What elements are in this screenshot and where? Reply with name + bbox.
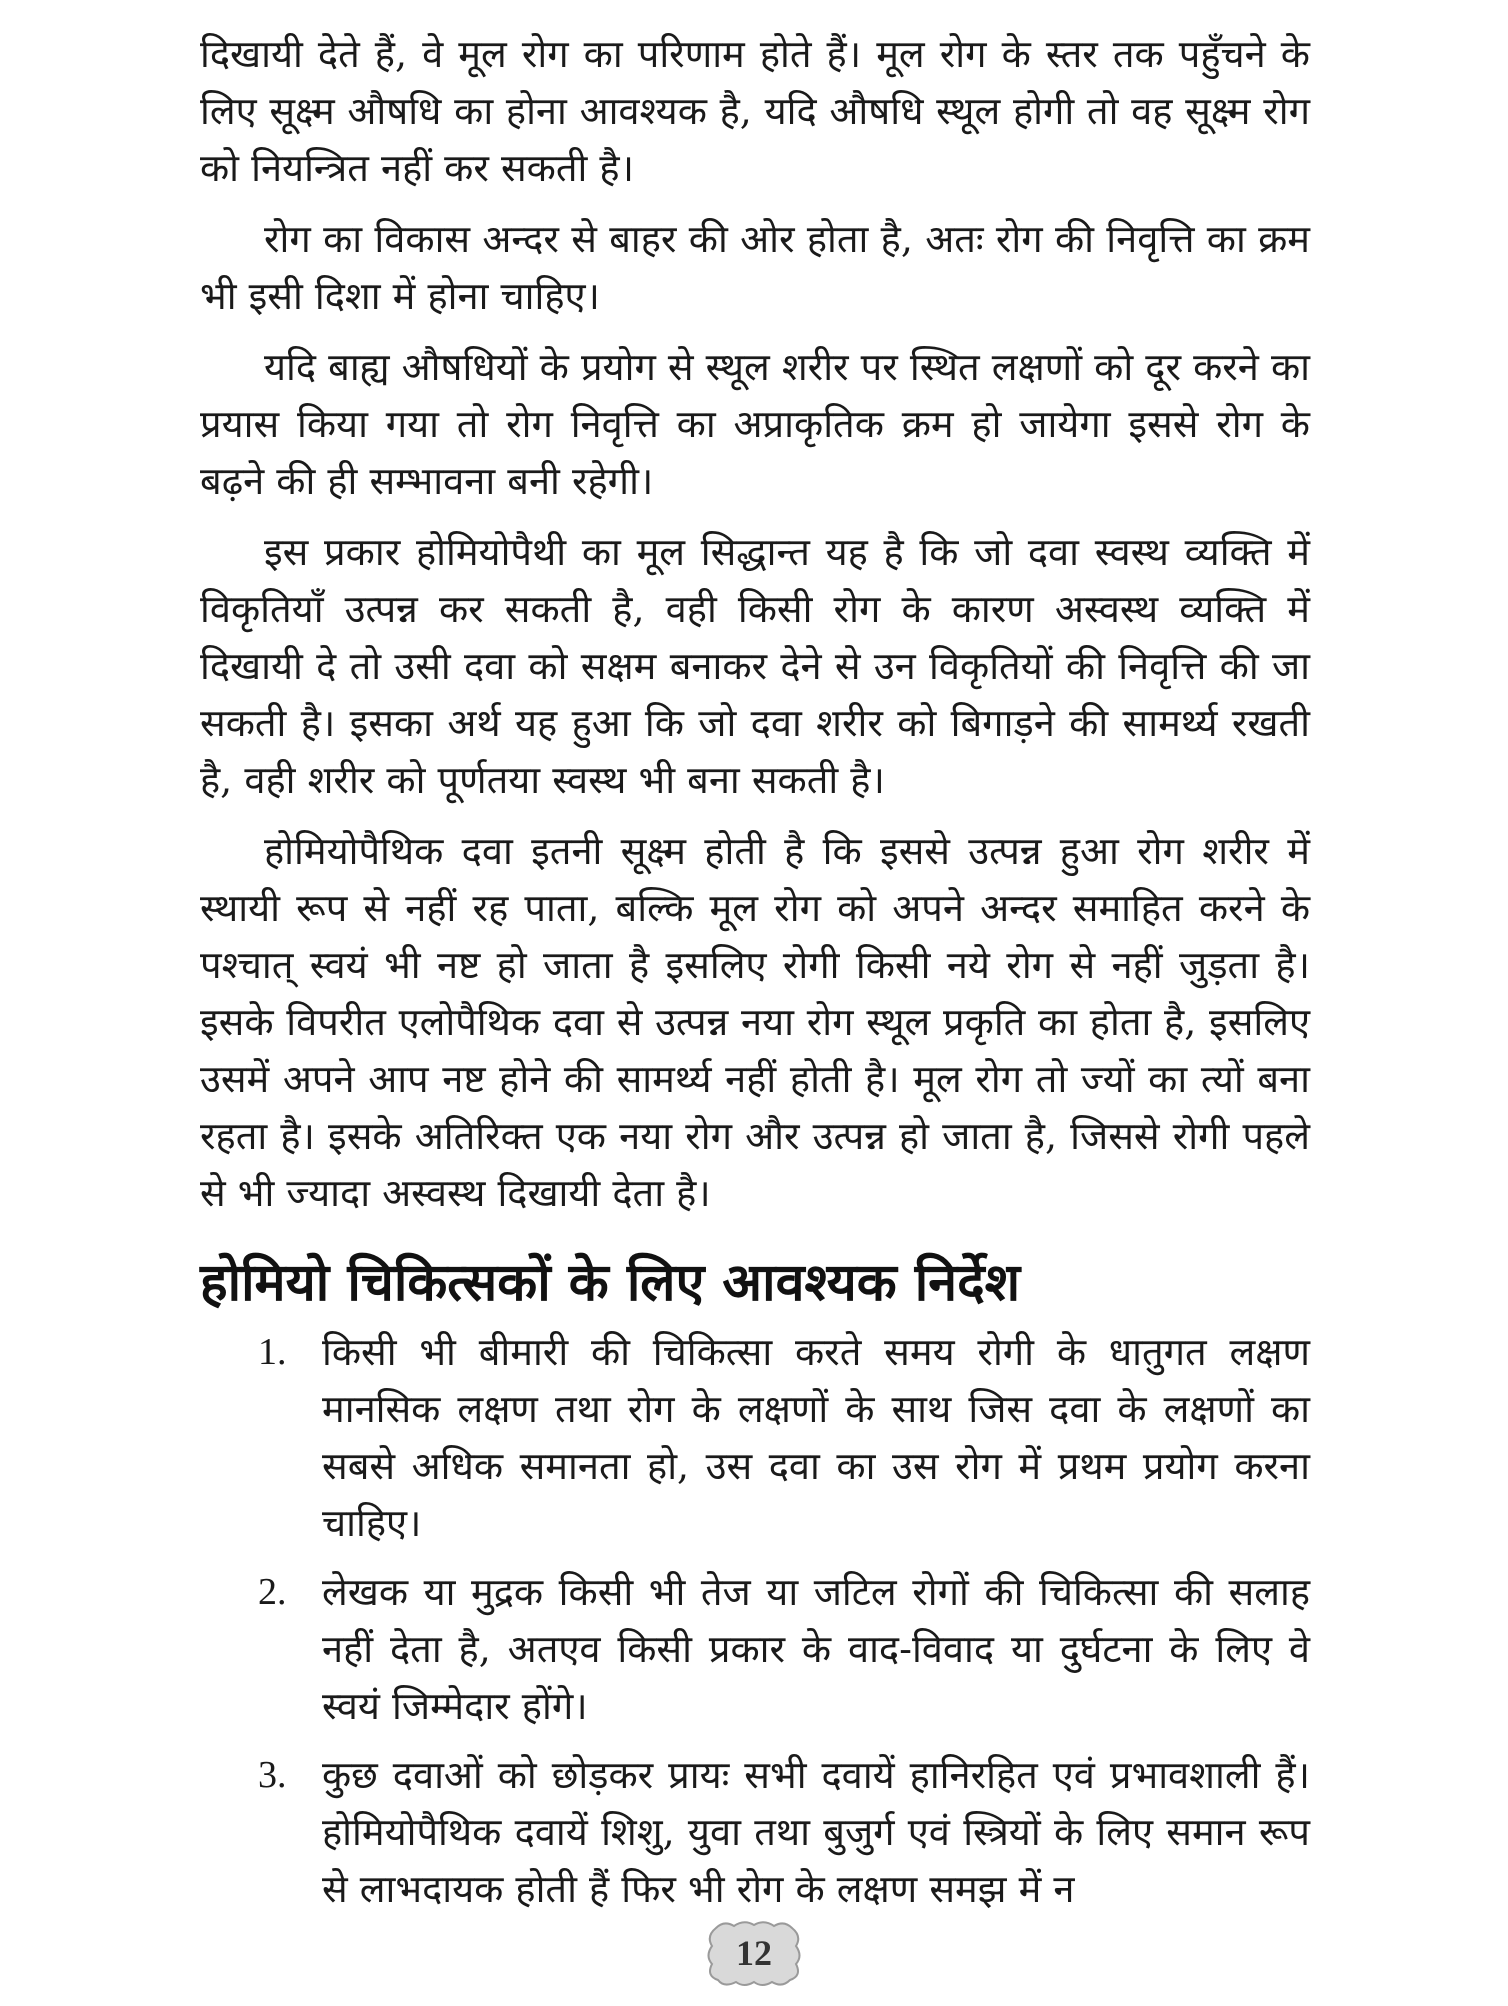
paragraph-disease-development: रोग का विकास अन्दर से बाहर की ओर होता है, अतः रोग की निवृत्ति का क्रम भी इसी दिशा में होना चाहिए।: [200, 217, 1310, 318]
page-content: [200, 26, 1310, 1930]
list-item-number: 2.: [258, 1571, 287, 1613]
list-item: [200, 1564, 1310, 1735]
paragraph-continuation: दिखायी देते हैं, वे मूल रोग का परिणाम होते हैं। मूल रोग के स्तर तक पहुँचने के लिए सूक्ष्म औषधि का होना आवश्यक है, यदि औषधि स्थूल होगी तो वह सूक्ष्म रोग को नियन्त्रित नहीं कर सकती है।: [200, 32, 1310, 190]
list-item-text: कुछ दवाओं को छोड़कर प्रायः सभी दवायें हानिरहित एवं प्रभावशाली हैं। होमियोपैथिक दवायें शिशु, युवा तथा बुजुर्ग एवं स्त्रियों के लिए समान रूप से लाभदायक होती हैं फिर भी रोग के लक्षण समझ में न: [322, 1753, 1310, 1911]
list-item-text: लेखक या मुद्रक किसी भी तेज या जटिल रोगों की चिकित्सा की सलाह नहीं देता है, अतएव किसी प्रकार के वाद-विवाद या दुर्घटना के लिए वे स्वयं जिम्मेदार होंगे।: [322, 1570, 1310, 1728]
list-item-number: 1.: [258, 1331, 287, 1373]
page-number-badge: [704, 1918, 804, 1988]
paragraph-homeopathy-principle: इस प्रकार होमियोपैथी का मूल सिद्धान्त यह है कि जो दवा स्वस्थ व्यक्ति में विकृतियाँ उत्पन्न कर सकती है, वही किसी रोग के कारण अस्वस्थ व्यक्ति में दिखायी दे तो उसी दवा को सक्षम बनाकर देने से उन विकृतियों की निवृत्ति की जा सकती है। इसका अर्थ यह हुआ कि जो दवा शरीर को बिगाड़ने की सामर्थ्य रखती है, वही शरीर को पूर्णतया स्वस्थ भी बना सकती है।: [200, 530, 1310, 802]
paragraph-subtle-medicine: होमियोपैथिक दवा इतनी सूक्ष्म होती है कि इससे उत्पन्न हुआ रोग शरीर में स्थायी रूप से नहीं रह पाता, बल्कि मूल रोग को अपने अन्दर समाहित करने के पश्चात् स्वयं भी नष्ट हो जाता है इसलिए रोगी किसी नये रोग से नहीं जुड़ता है। इसके विपरीत एलोपैथिक दवा से उत्पन्न नया रोग स्थूल प्रकृति का होता है, इसलिए उसमें अपने आप नष्ट होने की सामर्थ्य नहीं होती है। मूल रोग तो ज्यों का त्यों बना रहता है। इसके अतिरिक्त एक नया रोग और उत्पन्न हो जाता है, जिससे रोगी पहले से भी ज्यादा अस्वस्थ दिखायी देता है।: [200, 829, 1310, 1215]
list-item: [200, 1324, 1310, 1552]
instructions-list: [200, 1324, 1310, 1918]
list-item-number: 3.: [258, 1754, 287, 1796]
section-heading: होमियो चिकित्सकों के लिए आवश्यक निर्देश: [200, 1253, 1021, 1313]
page-number: 12: [736, 1933, 772, 1973]
list-item-text: किसी भी बीमारी की चिकित्सा करते समय रोगी के धातुगत लक्षण मानसिक लक्षण तथा रोग के लक्षणों के साथ जिस दवा के लक्षणों का सबसे अधिक समानता हो, उस दवा का उस रोग में प्रथम प्रयोग करना चाहिए।: [322, 1330, 1310, 1545]
paragraph-external-medicines: यदि बाह्य औषधियों के प्रयोग से स्थूल शरीर पर स्थित लक्षणों को दूर करने का प्रयास किया गया तो रोग निवृत्ति का अप्राकृतिक क्रम हो जायेगा इससे रोग के बढ़ने की ही सम्भावना बनी रहेगी।: [200, 345, 1310, 503]
list-item: [200, 1747, 1310, 1918]
